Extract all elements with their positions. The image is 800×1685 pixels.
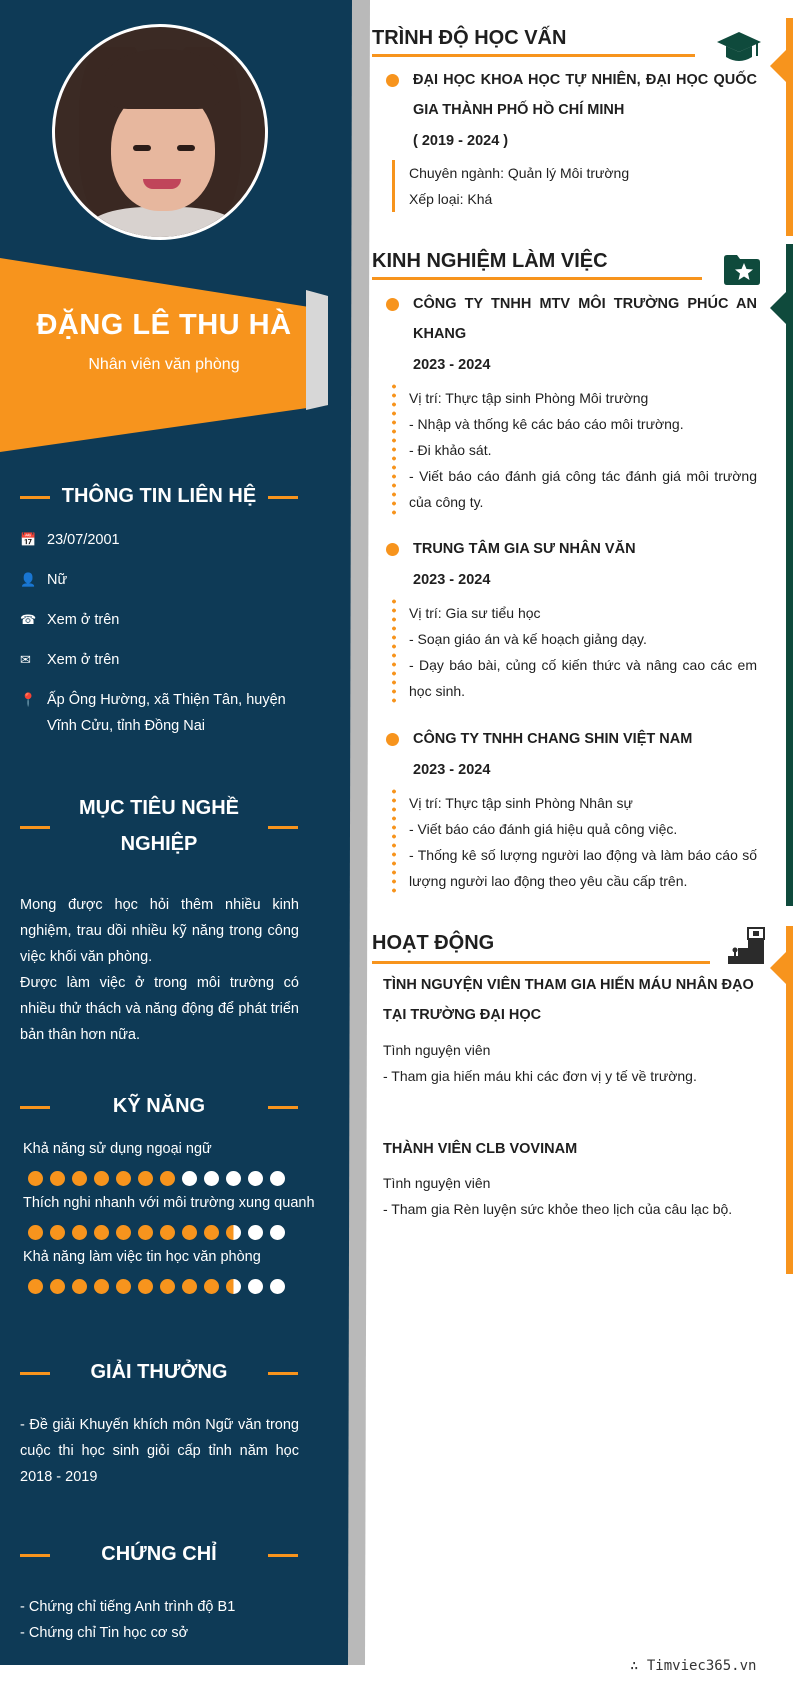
skill-dot — [138, 1225, 153, 1240]
skill-dot — [50, 1279, 65, 1294]
skill-dot — [160, 1171, 175, 1186]
skills-heading: KỸ NĂNG — [20, 1088, 298, 1124]
skill-dot — [138, 1279, 153, 1294]
job-timeline — [392, 787, 396, 895]
contact-heading: THÔNG TIN LIÊN HỆ — [20, 478, 298, 514]
education-side-arrow — [770, 50, 786, 82]
contact-phone: ☎ Xem ở trên — [20, 607, 302, 633]
certificates-heading: CHỨNG CHỈ — [20, 1536, 298, 1572]
email-icon: ✉ — [20, 652, 31, 667]
activity-title: THÀNH VIÊN CLB VOVINAM — [383, 1141, 578, 1157]
contact-birthdate: 📅 23/07/2001 — [20, 527, 302, 553]
activities-side-bar — [786, 926, 793, 1274]
education-underline — [372, 54, 695, 57]
skill-dot — [160, 1225, 175, 1240]
experience-heading: KINH NGHIỆM LÀM VIỆC — [372, 250, 608, 272]
job-timeline — [392, 597, 396, 705]
skill-label: Thích nghi nhanh với môi trường xung quanh — [23, 1195, 315, 1211]
skill-dot — [270, 1279, 285, 1294]
skill-dot — [28, 1279, 43, 1294]
job-company: CÔNG TY TNHH CHANG SHIN VIỆT NAM — [413, 731, 693, 747]
job-bullet — [386, 733, 399, 746]
location-icon: 📍 — [20, 692, 37, 707]
experience-underline — [372, 277, 702, 280]
skill-rating — [28, 1171, 285, 1186]
education-details: Chuyên ngành: Quản lý Môi trường Xếp loại: Khá — [409, 165, 630, 207]
candidate-name: ĐẶNG LÊ THU HÀ — [36, 309, 292, 341]
skill-dot — [248, 1171, 263, 1186]
skill-dot — [226, 1171, 241, 1186]
skill-dot — [72, 1225, 87, 1240]
activity-title: TÌNH NGUYỆN VIÊN THAM GIA HIẾN MÁU NHÂN ĐẠO TẠI TRƯỜNG ĐẠI HỌC — [383, 977, 754, 1023]
job-company: TRUNG TÂM GIA SƯ NHÂN VĂN — [413, 541, 636, 557]
education-heading: TRÌNH ĐỘ HỌC VẤN — [372, 27, 567, 49]
staircase-goal-icon — [726, 926, 766, 966]
activities-underline — [372, 961, 710, 964]
user-icon: 👤 — [20, 572, 37, 587]
awards-heading: GIẢI THƯỞNG — [20, 1354, 298, 1390]
education-bullet — [386, 74, 399, 87]
skill-dot — [248, 1225, 263, 1240]
skill-dot — [270, 1225, 285, 1240]
skill-dot — [182, 1225, 197, 1240]
skill-dot — [248, 1279, 263, 1294]
calendar-icon: 📅 — [20, 532, 37, 547]
job-company: CÔNG TY TNHH MTV MÔI TRƯỜNG PHÚC AN KHANG — [413, 296, 757, 342]
contact-email: ✉ Xem ở trên — [20, 647, 302, 673]
activities-heading: HOẠT ĐỘNG — [372, 932, 495, 954]
objective-text: Mong được học hỏi thêm nhiều kinh nghiệm, trau dồi nhiều kỹ năng trong công việc khối văn phòng. Được làm việc ở trong môi trường có nhiều thử thách và năng động để phát triển bản thân hơn nữa. — [20, 897, 299, 1043]
certificates-list: - Chứng chỉ tiếng Anh trình độ B1 - Chứng chỉ Tin học cơ sở — [20, 1599, 236, 1641]
skill-rating — [28, 1225, 285, 1240]
skill-dot — [50, 1171, 65, 1186]
skill-dot — [72, 1171, 87, 1186]
contact-address: 📍 Ấp Ông Hường, xã Thiện Tân, huyện Vĩnh Cửu, tỉnh Đồng Nai — [20, 687, 302, 739]
skill-label: Khả năng làm việc tin học văn phòng — [23, 1249, 261, 1265]
activity-description: Tình nguyện viên - Tham gia Rèn luyện sức khỏe theo lịch của câu lạc bộ. — [383, 1175, 733, 1217]
education-period: ( 2019 - 2024 ) — [413, 133, 509, 149]
contact-gender: 👤 Nữ — [20, 567, 302, 593]
skill-dot — [28, 1225, 43, 1240]
activities-side-arrow — [770, 952, 786, 984]
skill-dot — [226, 1225, 241, 1240]
activity-description: Tình nguyện viên - Tham gia hiến máu khi các đơn vị y tế về trường. — [383, 1042, 697, 1084]
skill-dot — [50, 1225, 65, 1240]
skill-dot — [94, 1279, 109, 1294]
candidate-role: Nhân viên văn phòng — [88, 356, 240, 373]
skill-dot — [116, 1171, 131, 1186]
job-bullet — [386, 298, 399, 311]
avatar — [52, 24, 268, 240]
skill-label: Khả năng sử dụng ngoại ngữ — [23, 1141, 212, 1157]
job-description: Vị trí: Thực tập sinh Phòng Môi trường - Nhập và thống kê các báo cáo môi trường. - Đi khảo sát. - Viết báo cáo đánh giá công tác đánh giá môi trường của công ty. — [409, 390, 757, 510]
experience-side-bar — [786, 244, 793, 906]
experience-side-arrow — [770, 292, 786, 324]
skill-dot — [94, 1225, 109, 1240]
education-side-bar — [786, 18, 793, 236]
skill-dot — [204, 1171, 219, 1186]
job-period: 2023 - 2024 — [413, 762, 491, 778]
skill-dot — [182, 1171, 197, 1186]
banner-fold — [306, 290, 328, 410]
education-timeline — [392, 160, 395, 212]
skill-dot — [116, 1225, 131, 1240]
graduation-cap-icon — [716, 30, 762, 66]
skill-dot — [28, 1171, 43, 1186]
job-timeline — [392, 382, 396, 516]
job-period: 2023 - 2024 — [413, 572, 491, 588]
education-school: ĐẠI HỌC KHOA HỌC TỰ NHIÊN, ĐẠI HỌC QUỐC GIA THÀNH PHỐ HỒ CHÍ MINH — [413, 72, 757, 118]
job-period: 2023 - 2024 — [413, 357, 491, 373]
skill-dot — [94, 1171, 109, 1186]
skill-dot — [182, 1279, 197, 1294]
job-description: Vị trí: Thực tập sinh Phòng Nhân sự - Viết báo cáo đánh giá hiệu quả công việc. - Thống kê số lượng người lao động và làm báo cáo số lượng người lao động theo yêu cầu cấp trên. — [409, 795, 757, 889]
skill-dot — [204, 1279, 219, 1294]
skill-dot — [270, 1171, 285, 1186]
objective-heading: MỤC TIÊU NGHỀ NGHIỆP — [20, 790, 298, 862]
skill-dot — [160, 1279, 175, 1294]
skill-dot — [72, 1279, 87, 1294]
awards-text: - Đề giải Khuyến khích môn Ngữ văn trong cuộc thi học sinh giỏi cấp tỉnh năm học 2018 - 2019 — [20, 1417, 299, 1485]
skill-dot — [226, 1279, 241, 1294]
skill-dot — [204, 1225, 219, 1240]
job-description: Vị trí: Gia sư tiểu học - Soạn giáo án và kế hoạch giảng dạy. - Dạy báo bài, củng cố kiến thức và nâng cao các em học sinh. — [409, 605, 757, 699]
job-bullet — [386, 543, 399, 556]
skill-rating — [28, 1279, 285, 1294]
skill-dot — [138, 1171, 153, 1186]
skill-dot — [116, 1279, 131, 1294]
phone-icon: ☎ — [20, 612, 37, 627]
site-watermark: ∴ Timviec365.vn — [630, 1658, 757, 1674]
star-folder-icon — [722, 252, 762, 286]
